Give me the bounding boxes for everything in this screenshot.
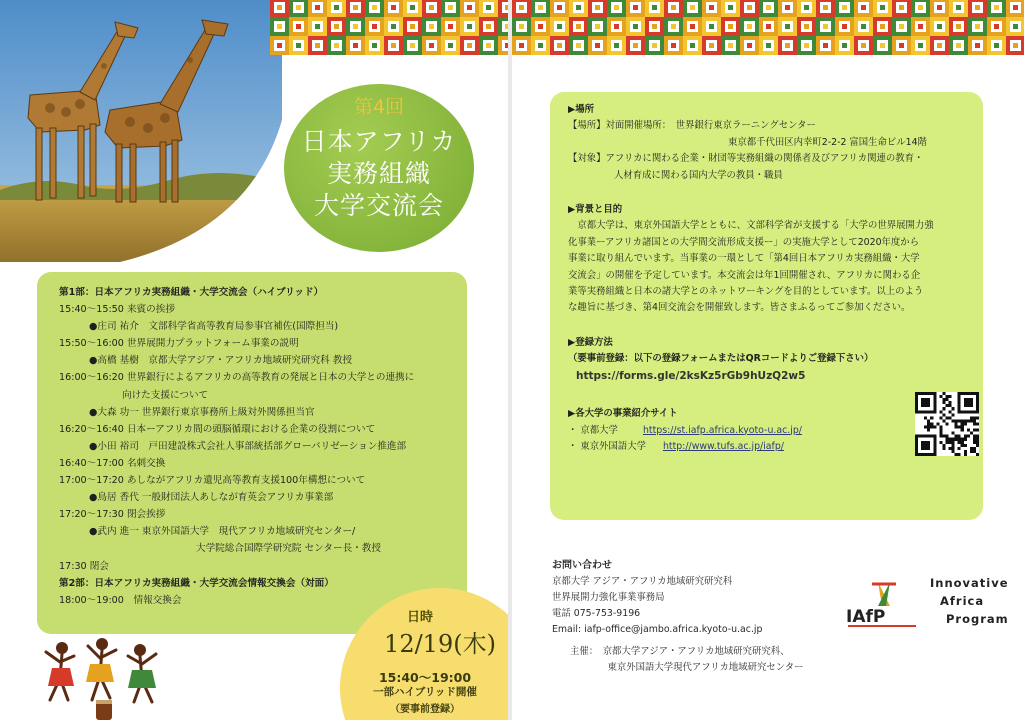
hybrid-note: 一部ハイブリッド開催 <box>373 686 477 698</box>
background-heading: ▶背景と目的 <box>568 204 623 216</box>
program-speaker: ●鳥居 香代 一般財団法人あしなが育英会アフリカ事業部 <box>89 492 334 504</box>
sites-heading: ▶各大学の事業紹介サイト <box>568 408 678 420</box>
program-speaker: 向けた支援について <box>122 389 209 401</box>
target-line-cont: 人材育成に関わる国内大学の教員・職員 <box>614 169 783 181</box>
background-text-5: 業等実務組織と日本の諸大学とのネットワーキングを目的としています。以上のよう <box>568 286 924 298</box>
organizers <box>570 644 804 676</box>
program-time-item: 16:40～17:00 名刺交換 <box>59 457 166 469</box>
organizer-line-1: 主催： 京都大学アジア・アフリカ地域研究研究科、 <box>570 646 790 657</box>
registration-form-link[interactable]: https://forms.gle/2ksKz5rGb9hUzQ2w5 <box>576 369 806 382</box>
title-circle <box>284 84 474 252</box>
venue-heading: ▶場所 <box>568 104 594 115</box>
kyoto-site-link[interactable]: https://st.iafp.africa.kyoto-u.ac.jp/ <box>642 424 802 436</box>
background-text-6: な趣旨に基づき、第4回交流会を開催致します。皆さまふるってご参加ください。 <box>568 302 911 314</box>
venue-address: 東京都千代田区内幸町2-2-2 富国生命ビル14階 <box>728 136 927 148</box>
organizer-line-2: 東京外国語大学現代アフリカ地域研究センター <box>570 661 804 673</box>
contact-org: 京都大学 アジア・アフリカ地域研究研究科 <box>552 575 733 587</box>
kente-pattern-right <box>512 0 1024 56</box>
background-text-3: 事業に取り組んでいます。当事業の一環として「第4回日本アフリカ実務組織・大学 <box>568 253 920 265</box>
iafp-logo <box>834 572 1014 632</box>
title-line-1: 日本アフリカ <box>301 127 457 156</box>
logo-mark-text: IAfP <box>846 607 886 627</box>
program-speaker: ●大森 功一 世界銀行東京事務所上級対外関係担当官 <box>89 406 315 418</box>
title-line-2: 実務組織 <box>326 159 431 188</box>
program-time-item: 17:20～17:30 閉会挨拶 <box>59 509 166 521</box>
site-name-kyoto: ・ 京都大学 <box>568 424 618 436</box>
program-schedule <box>37 272 467 634</box>
program-time-item: 16:20～16:40 日本ーアフリカ間の頭脳循環における企業の役割について <box>59 423 376 435</box>
program-time-item: 18:00～19:00 情報交換会 <box>59 594 182 606</box>
contact-email[interactable]: Email: iafp-office@jambo.africa.kyoto-u.ac.jp <box>552 623 763 635</box>
target-line: 【対象】アフリカに関わる企業・財団等実務組織の関係者及びアフリカ関連の教育・ <box>568 153 924 165</box>
site-name-tufs: ・ 東京外国語大学 <box>568 440 646 452</box>
title-line-3: 大学交流会 <box>313 191 444 220</box>
event-date: 12/19(木) <box>384 630 496 658</box>
kente-pattern-left <box>270 0 508 56</box>
program-part-heading: 第2部：日本アフリカ実務組織・大学交流会情報交換会（対面） <box>59 577 334 589</box>
registration-note: （要事前登録：以下の登録フォームまたはQRコードよりご登録下さい） <box>568 353 874 365</box>
registration-required-note: （要事前登録） <box>390 704 460 715</box>
venue-line: 【場所】対面開催場所： 世界銀行東京ラーニングセンター <box>568 120 816 132</box>
program-speaker: ●高橋 基樹 京都大学アジア・アフリカ地域研究研究科 教授 <box>89 355 353 367</box>
background-text-2: 化事業ーアフリカ諸国との大学間交流形成支援ー」の実施大学として2020年度から <box>568 236 920 248</box>
contact-phone: 電話 075-753-9196 <box>552 607 641 619</box>
program-speaker: ●武内 進一 東京外国語大学 現代アフリカ地域研究センター/ <box>89 526 356 538</box>
program-speaker: ●小田 裕司 戸田建設株式会社人事部統括部グローバリゼーション推進部 <box>89 440 407 452</box>
background-text-1: 京都大学は、東京外国語大学とともに、文部科学省が支援する「大学の世界展開力強 <box>568 220 934 232</box>
program-time-item: 15:50～16:00 世界展開力プラットフォーム事業の説明 <box>59 338 299 350</box>
registration-heading: ▶登録方法 <box>568 336 613 348</box>
dancers-illustration <box>40 634 168 720</box>
contact-heading: お問い合わせ <box>552 560 612 571</box>
event-edition: 第4回 <box>353 96 405 118</box>
program-time-item: 16:00～16:20 世界銀行によるアフリカの高等教育の発展と日本の大学との連携に <box>59 372 415 384</box>
program-part-heading: 第1部：日本アフリカ実務組織・大学交流会（ハイブリッド） <box>59 287 324 298</box>
info-box <box>550 92 983 520</box>
event-time: 15:40～19:00 <box>378 670 472 685</box>
program-speaker: ●庄司 祐介 文部科学省高等教育局参事官補佐(国際担当) <box>89 321 339 333</box>
right-page <box>512 0 1024 720</box>
qr-code[interactable] <box>915 392 979 456</box>
contact-block <box>552 558 762 638</box>
logo-line-3: Program <box>946 612 1009 626</box>
logo-line-1: Innovative <box>930 576 1009 590</box>
program-speaker: 大学院総合国際学研究院 センター長・教授 <box>196 543 381 555</box>
program-time-item: 15:40～15:50 来賓の挨拶 <box>59 304 175 316</box>
program-time-item: 17:00～17:20 あしながアフリカ遺児高等教育支援100年構想について <box>59 475 366 487</box>
giraffe-photo <box>0 0 282 262</box>
logo-line-2: Africa <box>940 594 985 608</box>
tufs-site-link[interactable]: http://www.tufs.ac.jp/iafp/ <box>662 440 784 452</box>
background-text-4: 交流会」の開催を予定しています。本交流会は年1回開催され、アフリカに関わる企 <box>568 269 921 281</box>
date-label: 日時 <box>406 610 433 625</box>
program-time-item: 17:30 閉会 <box>59 560 109 572</box>
contact-office: 世界展開力強化事業事務局 <box>552 591 665 603</box>
iafp-logo-mark <box>844 578 922 630</box>
